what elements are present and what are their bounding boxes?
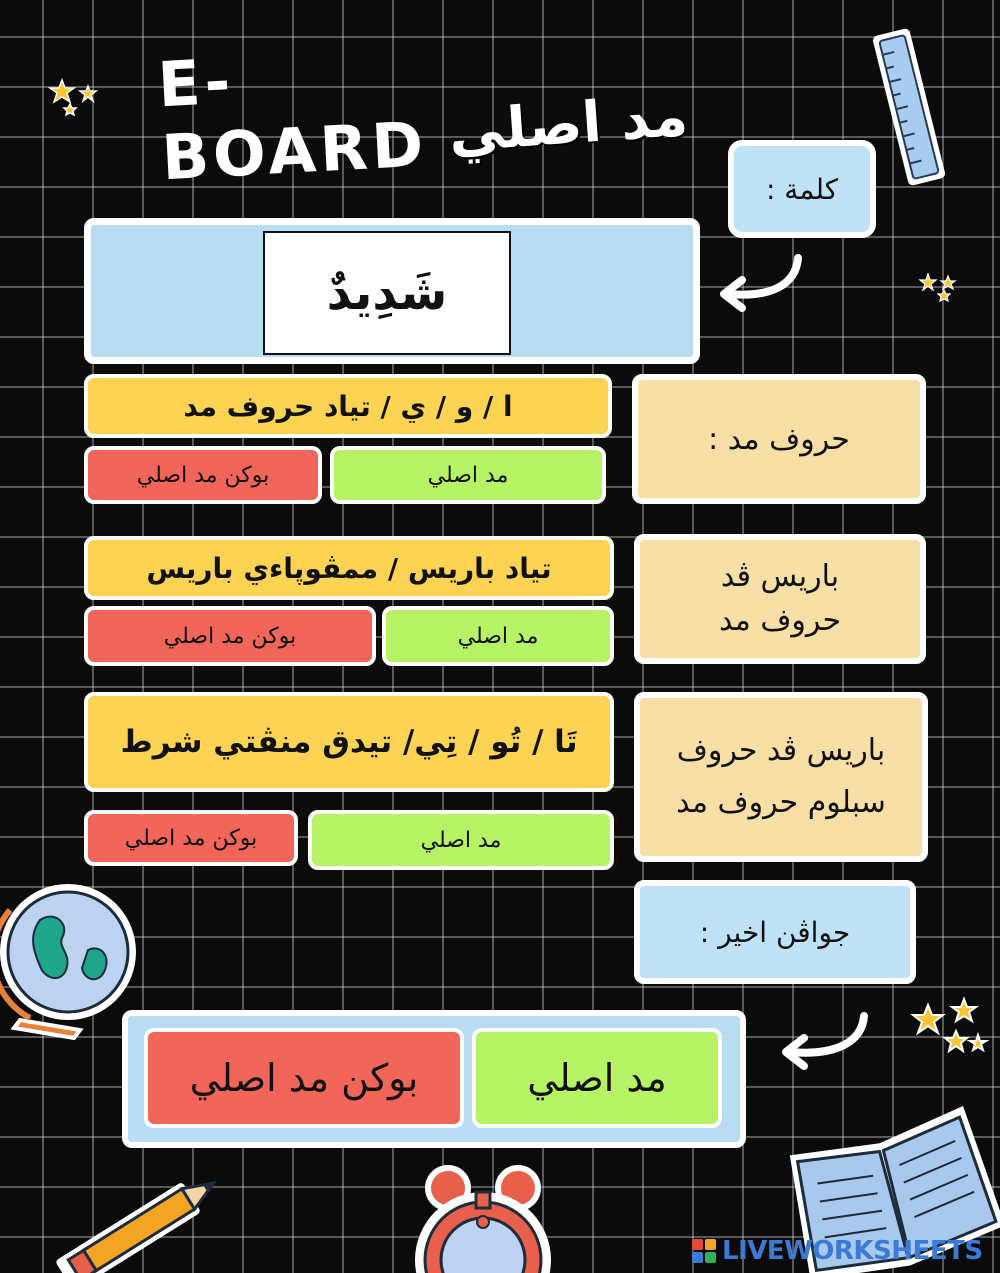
question-label-2-line1: باريس ڤد	[720, 559, 840, 594]
statement-2-text: تياد باريس / ممڤوپاءي باريس	[146, 551, 552, 585]
statement-3-text: تَا / تُو / تِي/ تيدق منڤتي شرط	[120, 724, 578, 760]
option-false-1[interactable]	[84, 446, 322, 504]
word-label	[728, 140, 876, 238]
arrow-icon	[774, 1010, 874, 1072]
question-label-3-line1: باريس ڤد حروف	[676, 733, 886, 768]
option-true-1[interactable]	[330, 446, 606, 504]
star-icon	[910, 995, 990, 1061]
alarm-clock-icon	[408, 1162, 558, 1273]
statement-2	[84, 536, 614, 600]
question-label-3	[634, 692, 928, 862]
option-true-2-label: مد اصلي	[457, 623, 539, 649]
star-icon	[48, 78, 100, 118]
word-label-text: كلمة :	[765, 172, 839, 206]
option-true-3-label: مد اصلي	[420, 827, 502, 853]
question-label-1	[632, 374, 926, 504]
statement-1	[84, 374, 612, 438]
option-false-2-label: بوكن مد اصلي	[163, 623, 297, 649]
final-panel	[122, 1010, 746, 1148]
star-icon	[918, 272, 962, 304]
word-card	[263, 231, 511, 355]
arrow-icon	[712, 252, 808, 314]
brand-title: E-BOARD	[156, 44, 429, 195]
brand-footer	[692, 1234, 992, 1268]
pencil-icon	[40, 1168, 236, 1273]
word-text: شَدِيدٌ	[326, 265, 448, 321]
brand-text: LIVEWORKSHEETS	[722, 1236, 983, 1266]
question-label-1-text: حروف مد :	[708, 421, 850, 457]
question-label-3-line2: سبلوم حروف مد	[676, 785, 886, 820]
final-label-text: جواڤن اخير :	[699, 915, 851, 949]
option-false-1-label: بوكن مد اصلي	[136, 462, 270, 488]
ruler-icon	[868, 26, 950, 188]
question-label-2-line2: حروف مد	[718, 603, 842, 638]
option-false-3[interactable]	[84, 810, 298, 866]
option-true-3[interactable]	[308, 810, 614, 870]
brand-logo-icon	[692, 1239, 716, 1263]
statement-1-text: ا / و / ي / تياد حروف مد	[183, 389, 513, 423]
option-true-1-label: مد اصلي	[427, 462, 509, 488]
option-true-2[interactable]	[382, 606, 614, 666]
word-panel	[84, 218, 700, 364]
final-option-true[interactable]	[472, 1028, 722, 1128]
option-false-3-label: بوكن مد اصلي	[124, 825, 258, 851]
final-option-true-label: مد اصلي	[527, 1056, 667, 1100]
final-option-false[interactable]	[144, 1028, 464, 1128]
statement-3	[84, 692, 614, 792]
option-false-2[interactable]	[84, 606, 376, 666]
question-label-2	[634, 534, 926, 664]
lesson-title: مد اصلي	[446, 83, 690, 166]
final-option-false-label: بوكن مد اصلي	[189, 1056, 419, 1100]
final-label	[634, 880, 916, 984]
